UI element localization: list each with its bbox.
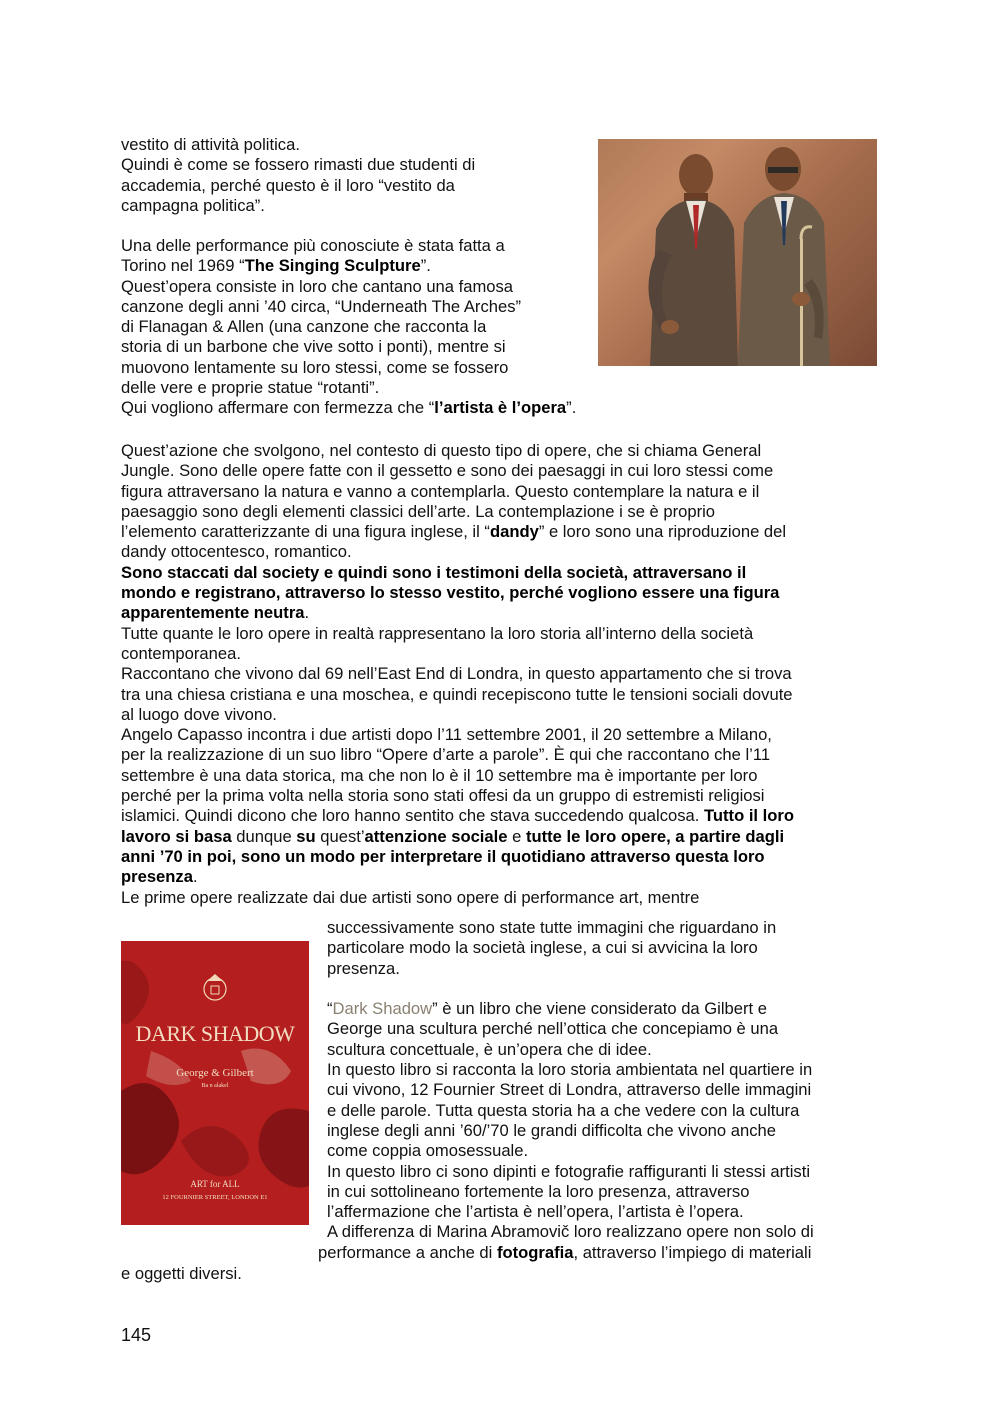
text-span: “ <box>327 999 333 1019</box>
text-span: e <box>507 826 526 846</box>
text-span: . <box>304 603 310 623</box>
text-line: presenza. <box>327 958 400 978</box>
text-line: Tutte quante le loro opere in realtà rappresentano la loro storia all’interno della società <box>121 623 754 643</box>
text-line: come coppia omosessuale. <box>327 1141 529 1161</box>
text-line: campagna politica”. <box>121 195 265 215</box>
bold-line: anni ’70 in poi, sono un modo per interpretare il quotidiano attraverso questa loro <box>121 846 765 866</box>
text-line: cui vivono, 12 Fournier Street di Londra, attraverso delle immagini <box>327 1080 812 1100</box>
bold-span: fotografia <box>496 1243 574 1262</box>
text-line: vestito di attività politica. <box>121 135 300 154</box>
text-line: tra una chiesa cristiana e una moschea, e quindi recepiscono tutte le tensioni sociali dovute <box>121 684 793 704</box>
book-title: DARK SHADOW <box>135 1021 295 1046</box>
bold-span: presenza <box>121 867 193 887</box>
dark-shadow-book-cover <box>121 941 309 1225</box>
text-line: accademia, perché questo è il loro “vestito da <box>121 175 455 195</box>
singing-sculpture-photo <box>598 139 877 366</box>
text-line: Le prime opere realizzate dai due artisti sono opere di performance art, mentre <box>121 887 700 907</box>
book-publisher: ART for ALL <box>190 1179 240 1189</box>
text-span: . <box>192 867 198 887</box>
text-span: , attraverso l’impiego di materiali <box>573 1243 812 1262</box>
text-line: paesaggio sono degli elementi classici dell’arte. La contemplazione i se è proprio <box>121 501 716 521</box>
text-span: ”. <box>566 398 577 418</box>
text-line: figura attraversano la natura e vanno a contemplarla. Questo contemplare la natura e il <box>121 481 760 501</box>
text-span: ”. <box>420 256 431 276</box>
page-number: 145 <box>121 1325 152 1345</box>
bold-span: l’artista è l’opera <box>434 398 567 418</box>
text-span: l’elemento caratterizzante di una figura inglese, il “ <box>121 522 490 542</box>
text-line: storia di un barbone che vive sotto i ponti), mentre si <box>121 337 506 357</box>
text-line: Jungle. Sono delle opere fatte con il gessetto e sono dei paesaggi in cui loro stessi come <box>121 461 774 481</box>
closing-line <box>121 1264 242 1284</box>
singing-sculpture-paragraph <box>121 236 576 419</box>
text-line: per la realizzazione di un suo libro “Opere d’arte a parole”. È qui che raccontano che l’11 <box>121 745 771 765</box>
text-span: performance a anche di <box>318 1243 497 1262</box>
text-span: quest’ <box>315 826 365 846</box>
dark-shadow-paragraph <box>327 918 814 1243</box>
text-line: e oggetti diversi. <box>121 1264 242 1283</box>
bold-line: mondo e registrano, attraverso lo stesso vestito, perché vogliono essere una figura <box>121 583 780 603</box>
text-line: In questo libro ci sono dipinti e fotografie raffiguranti li stessi artisti <box>327 1161 811 1181</box>
text-span: Torino nel 1969 “ <box>121 256 245 276</box>
bold-span: tutte le loro opere, a partire dagli <box>525 826 785 846</box>
text-span: ” e loro sono una riproduzione del <box>538 522 787 542</box>
text-span: dunque <box>231 826 297 846</box>
text-line: Angelo Capasso incontra i due artisti dopo l’11 settembre 2001, il 20 settembre a Milano, <box>121 725 772 745</box>
bold-line: Sono staccati dal society e quindi sono i testimoni della società, attraversano il <box>121 562 747 582</box>
text-line: e delle parole. Tutta questa storia ha a che vedere con la cultura <box>327 1100 800 1120</box>
photography-line <box>318 1243 811 1263</box>
bold-span: attenzione sociale <box>364 826 508 846</box>
book-authors: George & Gilbert <box>176 1067 254 1079</box>
text-line: dandy ottocentesco, romantico. <box>121 542 352 562</box>
text-line: muovono lentamente su loro stessi, come se fossero <box>121 357 509 377</box>
book-address: 12 FOURNIER STREET, LONDON E1 <box>162 1194 268 1201</box>
text-span: islamici. Quindi dicono che loro hanno sentito che stava succedendo qualcosa. <box>121 806 704 826</box>
text-line: l’affermazione che l’artista è nell’opera, l’artista è l’opera. <box>327 1202 744 1222</box>
text-line: successivamente sono state tutte immagini che riguardano in <box>327 918 777 937</box>
bold-span: su <box>296 826 316 846</box>
text-line: al luogo dove vivono. <box>121 704 277 724</box>
text-line: contemporanea. <box>121 643 241 663</box>
bold-span: dandy <box>489 522 539 542</box>
text-line: Quest’opera consiste in loro che cantano una famosa <box>121 276 514 296</box>
bold-span: Tutto il loro <box>703 806 794 826</box>
text-line: canzone degli anni ’40 circa, “Underneath The Arches” <box>121 296 522 316</box>
text-line: particolare modo la società inglese, a cui si avvicina la loro <box>327 938 758 958</box>
intro-paragraph <box>121 135 475 216</box>
text-span: ” è un libro che viene considerato da Gilbert e <box>432 999 767 1019</box>
text-line: perché per la prima volta nella storia sono stati offesi da un gruppo di estremisti religiosi <box>121 786 765 806</box>
text-line: scultura concettuale, è un’opera che di idee. <box>327 1039 652 1059</box>
text-line: Quest’azione che svolgono, nel contesto di questo tipo di opere, che si chiama General <box>121 441 762 460</box>
bold-span: The Singing Sculpture <box>244 256 421 276</box>
text-line: di Flanagan & Allen (una canzone che racconta la <box>121 317 487 337</box>
general-jungle-paragraph <box>121 441 794 908</box>
text-line: Quindi è come se fossero rimasti due studenti di <box>121 155 476 175</box>
text-span: Qui vogliono affermare con fermezza che “ <box>121 398 435 418</box>
book-subtitle: Ba n alakel <box>201 1083 229 1089</box>
bold-span: lavoro si basa <box>121 826 232 846</box>
text-line: George una scultura perché nell’ottica che concepiamo è una <box>327 1019 779 1039</box>
dark-shadow-link[interactable]: Dark Shadow <box>332 999 433 1019</box>
text-line: A differenza di Marina Abramovič loro realizzano opere non solo di <box>327 1222 814 1242</box>
text-line: Raccontano che vivono dal 69 nell’East End di Londra, in questo appartamento che si trova <box>121 664 792 684</box>
artists-figure-image <box>598 139 877 366</box>
text-line: inglese degli anni ’60/’70 le grandi difficolta che vivono anche <box>327 1120 776 1140</box>
text-line: delle vere e proprie statue “rotanti”. <box>121 378 380 398</box>
text-line: in cui sottolineano fortemente la loro presenza, attraverso <box>327 1181 750 1201</box>
text-line: settembre è una data storica, ma che non lo è il 10 settembre ma è importante per loro <box>121 765 758 785</box>
text-line: Una delle performance più conosciute è stata fatta a <box>121 236 505 255</box>
bold-span: apparentemente neutra <box>121 603 305 623</box>
text-line: In questo libro si racconta la loro storia ambientata nel quartiere in <box>327 1060 813 1080</box>
